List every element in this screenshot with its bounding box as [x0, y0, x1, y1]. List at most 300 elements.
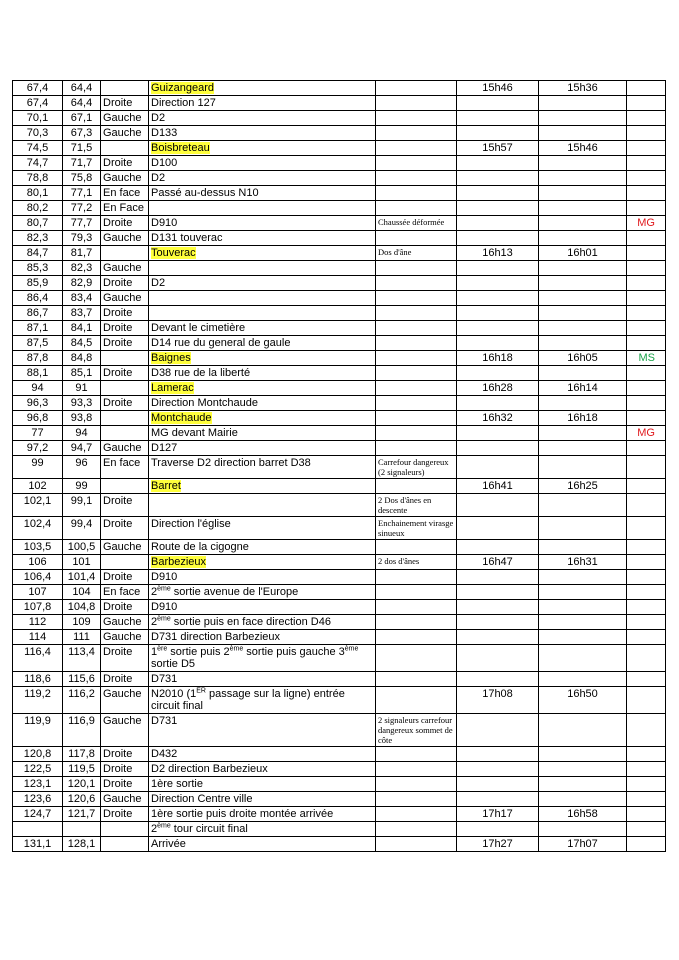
- route-cell: [149, 672, 376, 687]
- table-row: [13, 141, 666, 156]
- table-row: [13, 630, 666, 645]
- km-total-cell: 123,6: [13, 792, 63, 807]
- time-fast-cell: [457, 96, 539, 111]
- table-row: [13, 672, 666, 687]
- route-cell: [149, 81, 376, 96]
- direction-cell: Droite: [101, 156, 149, 171]
- km-remaining-cell: 64,4: [63, 81, 101, 96]
- note-cell: Chaussée déformée: [376, 216, 457, 231]
- note-cell: [376, 837, 457, 852]
- time-fast-cell: [457, 645, 539, 672]
- route-text: 2: [151, 823, 158, 835]
- route-text: D2: [151, 112, 166, 124]
- code-cell: [627, 441, 666, 456]
- route-text: 1ère sortie: [151, 778, 203, 790]
- time-slow-cell: [539, 111, 627, 126]
- km-total-cell: [13, 822, 63, 837]
- code-cell: [627, 714, 666, 747]
- time-slow-cell: [539, 456, 627, 479]
- route-cell: [149, 366, 376, 381]
- code-cell: [627, 306, 666, 321]
- direction-cell: En face: [101, 585, 149, 600]
- code-cell: MG: [627, 426, 666, 441]
- km-remaining-cell: 84,8: [63, 351, 101, 366]
- time-slow-cell: 16h31: [539, 555, 627, 570]
- code-cell: [627, 96, 666, 111]
- time-fast-cell: [457, 615, 539, 630]
- km-remaining-cell: 96: [63, 456, 101, 479]
- time-slow-cell: [539, 126, 627, 141]
- km-total-cell: 102,1: [13, 494, 63, 517]
- table-row: [13, 762, 666, 777]
- table-row: [13, 570, 666, 585]
- table-row: [13, 456, 666, 479]
- km-total-cell: 99: [13, 456, 63, 479]
- time-fast-cell: [457, 517, 539, 540]
- route-text: Route de la cigogne: [151, 541, 249, 553]
- time-slow-cell: 16h58: [539, 807, 627, 822]
- direction-cell: Droite: [101, 366, 149, 381]
- km-remaining-cell: 67,1: [63, 111, 101, 126]
- route-text: D127: [151, 442, 178, 454]
- note-cell: Dos d'âne: [376, 246, 457, 261]
- direction-cell: [101, 246, 149, 261]
- time-slow-cell: [539, 216, 627, 231]
- route-cell: [149, 762, 376, 777]
- km-remaining-cell: 119,5: [63, 762, 101, 777]
- km-remaining-cell: 113,4: [63, 645, 101, 672]
- note-cell: [376, 426, 457, 441]
- code-cell: [627, 822, 666, 837]
- code-cell: [627, 456, 666, 479]
- route-text: ème: [344, 645, 359, 653]
- time-fast-cell: [457, 600, 539, 615]
- km-total-cell: 118,6: [13, 672, 63, 687]
- direction-cell: [101, 351, 149, 366]
- km-total-cell: 88,1: [13, 366, 63, 381]
- route-text: sortie puis en face direction D46: [170, 616, 331, 628]
- code-cell: [627, 321, 666, 336]
- direction-cell: Gauche: [101, 171, 149, 186]
- km-total-cell: 122,5: [13, 762, 63, 777]
- town-name: Touverac: [151, 247, 196, 259]
- note-cell: [376, 687, 457, 714]
- time-slow-cell: [539, 396, 627, 411]
- code-cell: [627, 792, 666, 807]
- km-remaining-cell: 101: [63, 555, 101, 570]
- code-cell: [627, 246, 666, 261]
- route-cell: [149, 411, 376, 426]
- time-fast-cell: [457, 321, 539, 336]
- note-cell: [376, 111, 457, 126]
- km-total-cell: 86,4: [13, 291, 63, 306]
- time-fast-cell: [457, 276, 539, 291]
- code-cell: [627, 645, 666, 672]
- km-remaining-cell: 93,8: [63, 411, 101, 426]
- direction-cell: Gauche: [101, 630, 149, 645]
- direction-cell: Droite: [101, 494, 149, 517]
- route-text: ER: [196, 687, 206, 695]
- route-cell: [149, 96, 376, 111]
- town-name: Lamerac: [151, 382, 194, 394]
- route-text: Devant le cimetière: [151, 322, 246, 334]
- note-cell: [376, 156, 457, 171]
- direction-cell: Gauche: [101, 261, 149, 276]
- time-fast-cell: 16h13: [457, 246, 539, 261]
- route-cell: [149, 807, 376, 822]
- code-cell: [627, 396, 666, 411]
- km-total-cell: 78,8: [13, 171, 63, 186]
- km-total-cell: 107: [13, 585, 63, 600]
- table-row: [13, 381, 666, 396]
- direction-cell: [101, 555, 149, 570]
- table-row: [13, 231, 666, 246]
- km-total-cell: 106,4: [13, 570, 63, 585]
- code-cell: [627, 570, 666, 585]
- time-slow-cell: [539, 777, 627, 792]
- km-total-cell: 116,4: [13, 645, 63, 672]
- km-remaining-cell: 79,3: [63, 231, 101, 246]
- table-row: [13, 126, 666, 141]
- km-remaining-cell: 77,7: [63, 216, 101, 231]
- code-cell: [627, 141, 666, 156]
- time-slow-cell: [539, 615, 627, 630]
- route-text: D14 rue du general de gaule: [151, 337, 291, 349]
- table-row: [13, 171, 666, 186]
- time-slow-cell: [539, 366, 627, 381]
- km-total-cell: 119,9: [13, 714, 63, 747]
- note-cell: Enchainement virasge sinueux: [376, 517, 457, 540]
- table-row: [13, 336, 666, 351]
- table-row: [13, 186, 666, 201]
- km-total-cell: 94: [13, 381, 63, 396]
- route-cell: [149, 792, 376, 807]
- table-row: [13, 747, 666, 762]
- code-cell: [627, 381, 666, 396]
- code-cell: [627, 261, 666, 276]
- note-cell: 2 signaleurs carrefour dangereux sommet de côte: [376, 714, 457, 747]
- km-remaining-cell: 81,7: [63, 246, 101, 261]
- direction-cell: Gauche: [101, 441, 149, 456]
- direction-cell: [101, 81, 149, 96]
- direction-cell: [101, 822, 149, 837]
- time-slow-cell: [539, 276, 627, 291]
- code-cell: [627, 156, 666, 171]
- time-slow-cell: [539, 171, 627, 186]
- route-cell: [149, 479, 376, 494]
- km-total-cell: 77: [13, 426, 63, 441]
- time-fast-cell: 16h18: [457, 351, 539, 366]
- time-slow-cell: [539, 291, 627, 306]
- note-cell: [376, 792, 457, 807]
- km-remaining-cell: 93,3: [63, 396, 101, 411]
- code-cell: [627, 807, 666, 822]
- table-row: [13, 351, 666, 366]
- km-total-cell: 74,5: [13, 141, 63, 156]
- time-fast-cell: [457, 156, 539, 171]
- km-remaining-cell: 109: [63, 615, 101, 630]
- table-row: [13, 714, 666, 747]
- time-slow-cell: [539, 762, 627, 777]
- table-row: [13, 81, 666, 96]
- code-cell: [627, 81, 666, 96]
- time-fast-cell: [457, 201, 539, 216]
- route-cell: [149, 396, 376, 411]
- time-slow-cell: [539, 822, 627, 837]
- route-cell: [149, 615, 376, 630]
- table-row: [13, 201, 666, 216]
- table-row: [13, 555, 666, 570]
- km-remaining-cell: 91: [63, 381, 101, 396]
- direction-cell: [101, 411, 149, 426]
- km-remaining-cell: 128,1: [63, 837, 101, 852]
- note-cell: [376, 321, 457, 336]
- km-total-cell: 106: [13, 555, 63, 570]
- route-text: passage sur la ligne) entrée circuit final: [151, 688, 345, 712]
- km-remaining-cell: 83,7: [63, 306, 101, 321]
- code-cell: [627, 201, 666, 216]
- route-text: 1: [151, 646, 158, 658]
- direction-cell: Gauche: [101, 111, 149, 126]
- time-fast-cell: 15h46: [457, 81, 539, 96]
- route-cell: [149, 276, 376, 291]
- note-cell: [376, 276, 457, 291]
- time-fast-cell: [457, 494, 539, 517]
- direction-cell: [101, 426, 149, 441]
- route-text: D133: [151, 127, 178, 139]
- km-remaining-cell: 111: [63, 630, 101, 645]
- note-cell: [376, 231, 457, 246]
- time-fast-cell: 17h17: [457, 807, 539, 822]
- km-total-cell: 124,7: [13, 807, 63, 822]
- route-text: D910: [151, 601, 178, 613]
- time-slow-cell: 16h18: [539, 411, 627, 426]
- route-cell: [149, 336, 376, 351]
- route-cell: [149, 141, 376, 156]
- table-row: [13, 291, 666, 306]
- code-cell: [627, 336, 666, 351]
- km-total-cell: 87,1: [13, 321, 63, 336]
- km-total-cell: 131,1: [13, 837, 63, 852]
- direction-cell: Droite: [101, 517, 149, 540]
- time-slow-cell: [539, 96, 627, 111]
- route-cell: [149, 837, 376, 852]
- note-cell: [376, 261, 457, 276]
- km-remaining-cell: 115,6: [63, 672, 101, 687]
- table-row: [13, 411, 666, 426]
- route-cell: [149, 291, 376, 306]
- note-cell: [376, 615, 457, 630]
- route-cell: [149, 261, 376, 276]
- town-name: Guizangeard: [151, 82, 214, 94]
- note-cell: [376, 600, 457, 615]
- direction-cell: Droite: [101, 672, 149, 687]
- code-cell: [627, 411, 666, 426]
- note-cell: [376, 351, 457, 366]
- code-cell: [627, 276, 666, 291]
- direction-cell: Gauche: [101, 291, 149, 306]
- direction-cell: [101, 479, 149, 494]
- km-remaining-cell: 99,4: [63, 517, 101, 540]
- time-fast-cell: [457, 366, 539, 381]
- km-total-cell: 120,8: [13, 747, 63, 762]
- km-total-cell: 84,7: [13, 246, 63, 261]
- km-total-cell: 82,3: [13, 231, 63, 246]
- time-fast-cell: [457, 291, 539, 306]
- km-remaining-cell: 99: [63, 479, 101, 494]
- time-slow-cell: [539, 441, 627, 456]
- route-text: sortie D5: [151, 658, 196, 670]
- code-cell: [627, 837, 666, 852]
- km-total-cell: 87,5: [13, 336, 63, 351]
- note-cell: [376, 630, 457, 645]
- route-cell: [149, 426, 376, 441]
- time-slow-cell: [539, 186, 627, 201]
- code-cell: [627, 672, 666, 687]
- time-slow-cell: [539, 630, 627, 645]
- direction-cell: Droite: [101, 396, 149, 411]
- time-fast-cell: 16h28: [457, 381, 539, 396]
- km-total-cell: 119,2: [13, 687, 63, 714]
- direction-cell: Gauche: [101, 792, 149, 807]
- route-cell: [149, 822, 376, 837]
- time-fast-cell: 16h41: [457, 479, 539, 494]
- km-remaining-cell: 67,3: [63, 126, 101, 141]
- route-text: ère: [157, 645, 168, 653]
- route-text: Passé au-dessus N10: [151, 187, 259, 199]
- km-remaining-cell: 77,1: [63, 186, 101, 201]
- direction-cell: Droite: [101, 306, 149, 321]
- km-remaining-cell: 71,5: [63, 141, 101, 156]
- table-row: [13, 366, 666, 381]
- note-cell: [376, 807, 457, 822]
- time-slow-cell: [539, 517, 627, 540]
- direction-cell: En face: [101, 456, 149, 479]
- km-remaining-cell: 77,2: [63, 201, 101, 216]
- time-slow-cell: [539, 261, 627, 276]
- note-cell: [376, 306, 457, 321]
- km-remaining-cell: 82,9: [63, 276, 101, 291]
- note-cell: [376, 381, 457, 396]
- town-name: Montchaude: [151, 412, 212, 424]
- km-remaining-cell: 75,8: [63, 171, 101, 186]
- route-text: Direction Montchaude: [151, 397, 259, 409]
- route-cell: [149, 126, 376, 141]
- town-name: Barret: [151, 480, 181, 492]
- code-cell: [627, 111, 666, 126]
- time-fast-cell: [457, 396, 539, 411]
- table-row: [13, 645, 666, 672]
- code-cell: [627, 479, 666, 494]
- table-row: [13, 837, 666, 852]
- km-remaining-cell: 71,7: [63, 156, 101, 171]
- time-slow-cell: [539, 540, 627, 555]
- km-remaining-cell: 120,6: [63, 792, 101, 807]
- route-table: [12, 80, 666, 852]
- table-row: [13, 822, 666, 837]
- direction-cell: Droite: [101, 276, 149, 291]
- time-fast-cell: [457, 426, 539, 441]
- time-fast-cell: 17h27: [457, 837, 539, 852]
- route-cell: [149, 171, 376, 186]
- route-text: D2 direction Barbezieux: [151, 763, 268, 775]
- route-text: D731: [151, 673, 178, 685]
- town-name: Barbezieux: [151, 556, 207, 568]
- code-cell: [627, 747, 666, 762]
- direction-cell: Droite: [101, 336, 149, 351]
- code-cell: MG: [627, 216, 666, 231]
- route-text: D432: [151, 748, 178, 760]
- km-total-cell: 74,7: [13, 156, 63, 171]
- route-text: 2: [151, 586, 158, 598]
- table-row: [13, 306, 666, 321]
- table-row: [13, 441, 666, 456]
- code-cell: [627, 777, 666, 792]
- time-fast-cell: [457, 216, 539, 231]
- km-total-cell: 87,8: [13, 351, 63, 366]
- time-fast-cell: [457, 630, 539, 645]
- km-total-cell: 102: [13, 479, 63, 494]
- note-cell: [376, 672, 457, 687]
- km-total-cell: 70,1: [13, 111, 63, 126]
- time-fast-cell: 16h47: [457, 555, 539, 570]
- km-remaining-cell: 84,5: [63, 336, 101, 351]
- km-total-cell: 70,3: [13, 126, 63, 141]
- km-remaining-cell: 85,1: [63, 366, 101, 381]
- note-cell: [376, 366, 457, 381]
- code-cell: [627, 231, 666, 246]
- route-cell: [149, 216, 376, 231]
- time-slow-cell: [539, 156, 627, 171]
- route-cell: [149, 570, 376, 585]
- direction-cell: Droite: [101, 645, 149, 672]
- table-row: [13, 426, 666, 441]
- route-cell: [149, 231, 376, 246]
- km-remaining-cell: 84,1: [63, 321, 101, 336]
- time-slow-cell: [539, 494, 627, 517]
- table-row: [13, 156, 666, 171]
- route-table-body: [13, 81, 666, 852]
- km-remaining-cell: 120,1: [63, 777, 101, 792]
- table-row: [13, 494, 666, 517]
- route-text: D131 touverac: [151, 232, 223, 244]
- route-cell: [149, 687, 376, 714]
- route-cell: [149, 600, 376, 615]
- table-row: [13, 261, 666, 276]
- route-cell: [149, 645, 376, 672]
- note-cell: [376, 201, 457, 216]
- direction-cell: Gauche: [101, 540, 149, 555]
- time-slow-cell: 16h01: [539, 246, 627, 261]
- table-row: [13, 615, 666, 630]
- time-fast-cell: [457, 306, 539, 321]
- table-row: [13, 479, 666, 494]
- code-cell: [627, 126, 666, 141]
- table-row: [13, 216, 666, 231]
- note-cell: [376, 171, 457, 186]
- direction-cell: Gauche: [101, 615, 149, 630]
- table-row: [13, 792, 666, 807]
- km-total-cell: 96,3: [13, 396, 63, 411]
- route-cell: [149, 747, 376, 762]
- route-text: D100: [151, 157, 178, 169]
- route-cell: [149, 630, 376, 645]
- code-cell: [627, 171, 666, 186]
- km-remaining-cell: 82,3: [63, 261, 101, 276]
- table-row: [13, 246, 666, 261]
- note-cell: [376, 96, 457, 111]
- time-fast-cell: [457, 171, 539, 186]
